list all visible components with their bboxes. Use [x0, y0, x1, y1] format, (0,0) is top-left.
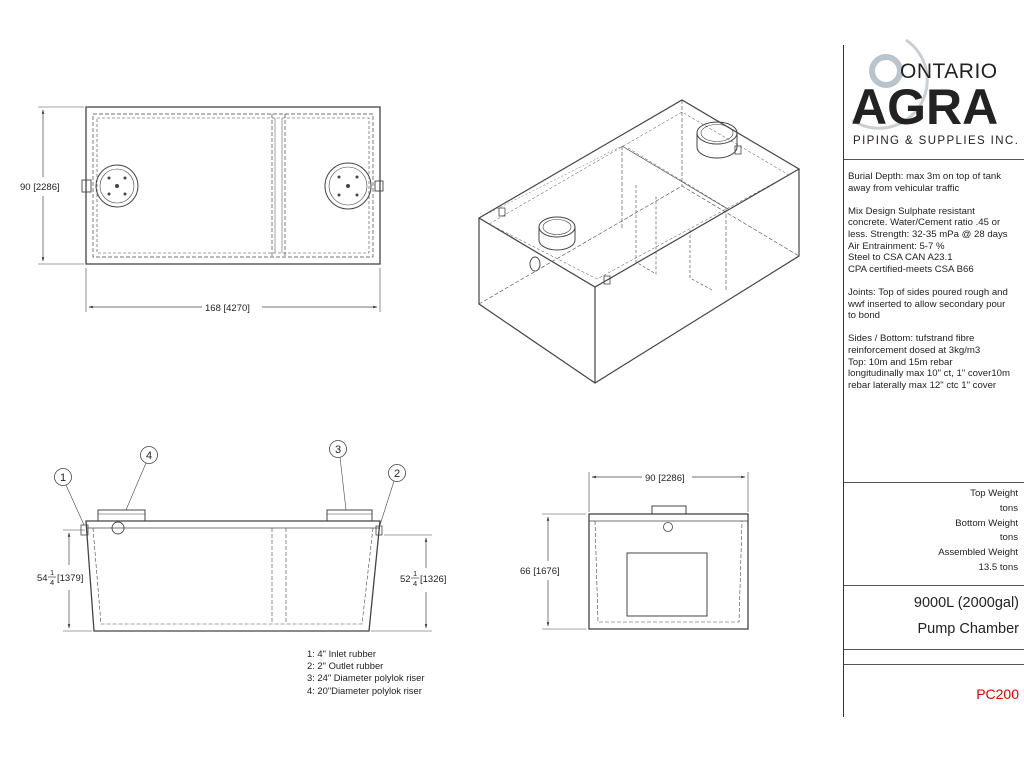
end-height-dimension: 66 [1676] — [520, 566, 560, 577]
plan-width-dimension: 90 [2286] — [20, 182, 60, 193]
weights-table — [848, 487, 1018, 576]
end-width-dimension: 90 [2286] — [645, 473, 685, 484]
side-right-height-dimension — [400, 569, 446, 588]
riser-4-side — [98, 510, 145, 521]
svg-text:2: 2 — [393, 468, 401, 480]
riser-right — [325, 163, 371, 209]
tank-name: Pump Chamber — [917, 621, 1019, 637]
svg-text:4: 4 — [413, 579, 418, 588]
svg-text:1: 1 — [413, 569, 418, 578]
drawing-code: PC200 — [976, 686, 1019, 702]
svg-text:1: 1 — [59, 472, 67, 484]
parts-legend — [307, 648, 424, 697]
legend-item: 2: 2" Outlet rubber — [307, 660, 384, 672]
callout-1 — [60, 472, 66, 484]
iso-riser-left — [539, 217, 575, 250]
svg-text:3: 3 — [334, 444, 342, 456]
note-mix-design: Mix Design Sulphate resistant concrete. Water/Cement ratio .45 or less. Strength: 32-35 mPa @ 28 days Air Entrainment: 5-7 % Steel to CSA CAN A23.1 CPA certified-meets CSA B66 — [848, 205, 1008, 275]
side-left-height-dimension — [37, 568, 83, 587]
plan-length-dimension: 168 [4270] — [205, 303, 250, 314]
riser-3-side — [327, 510, 372, 521]
svg-text:AGRA: AGRA — [851, 79, 999, 135]
svg-text:[1326]: [1326] — [420, 574, 447, 585]
iso-riser-right — [697, 122, 741, 158]
svg-text:1: 1 — [50, 568, 55, 577]
callout-2 — [394, 468, 400, 480]
note-joints: Joints: Top of sides poured rough and wwf inserted to allow secondary pour to bond — [848, 286, 1008, 322]
tank-capacity: 9000L (2000gal) — [913, 595, 1019, 611]
assembled-weight-label: Assembled Weight — [938, 547, 1018, 559]
top-weight-label: Top Weight — [970, 488, 1018, 499]
callout-4 — [146, 450, 152, 462]
bottom-weight-label: Bottom Weight — [955, 517, 1018, 529]
plan-view — [38, 107, 383, 312]
top-weight-unit: tons — [999, 502, 1018, 514]
svg-text:PIPING & SUPPLIES INC.: PIPING & SUPPLIES INC. — [853, 135, 1020, 147]
svg-text:[1379]: [1379] — [57, 573, 84, 584]
plan-outline — [86, 107, 380, 264]
note-burial: Burial Depth: max 3m on top of tank away from vehicular traffic — [848, 171, 1002, 194]
specification-notes — [848, 171, 1024, 403]
side-elevation — [55, 441, 433, 632]
svg-text:4: 4 — [145, 450, 153, 462]
svg-text:4: 4 — [50, 578, 55, 587]
riser-left — [96, 165, 138, 207]
bottom-weight-unit: tons — [999, 532, 1018, 544]
legend-item: 1: 4" Inlet rubber — [307, 648, 376, 659]
svg-text:ONTARIO: ONTARIO — [900, 60, 998, 83]
riser-end — [652, 506, 686, 514]
title-block — [843, 45, 1024, 717]
legend-item: 4: 20"Diameter polylok riser — [307, 684, 422, 696]
svg-text:54: 54 — [37, 573, 48, 584]
callout-3 — [335, 444, 341, 456]
svg-text:52: 52 — [400, 574, 411, 585]
end-elevation — [542, 472, 748, 629]
note-reinforcement: Sides / Bottom: tufstrand fibre reinforcement dosed at 3kg/m3 Top: 10m and 15m rebar longitudinally max 10" ct, 1" cover10m rebar laterally max 12" ctc 1" cover — [848, 333, 1010, 391]
isometric-view — [479, 100, 799, 383]
assembled-weight-value: 13.5 tons — [978, 561, 1018, 573]
legend-item: 3: 24" Diameter polylok riser — [307, 672, 425, 684]
